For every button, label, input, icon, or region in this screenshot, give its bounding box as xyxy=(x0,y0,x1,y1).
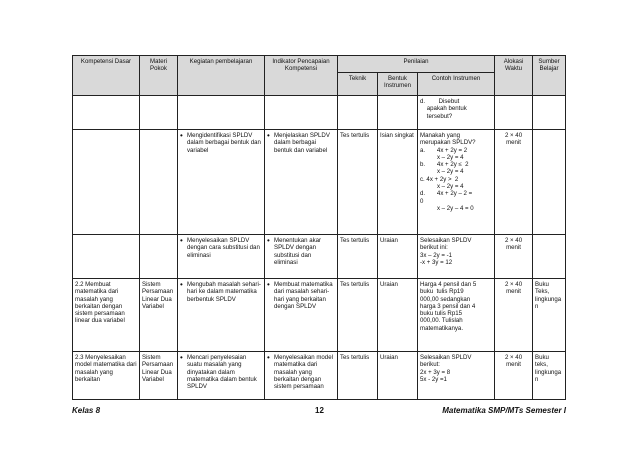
table-row xyxy=(73,96,566,130)
header-teknik: Teknik xyxy=(338,73,378,96)
cell-materi xyxy=(140,96,178,130)
cell-alokasi xyxy=(495,96,533,130)
cell-kd xyxy=(73,235,140,279)
cell-contoh: Selesaikan SPLDV berikut ini: 3x – 2y = -1 -x + 3y = 12 xyxy=(418,235,495,279)
cell-sumber: Buku teks, lingkungan xyxy=(533,352,566,400)
header-kegiatan: Kegiatan pembelajaran xyxy=(178,56,265,96)
cell-teknik: Tes tertulis xyxy=(338,235,378,279)
header-alokasi: Alokasi Waktu xyxy=(495,56,533,96)
header-materi-pokok: Materi Pokok xyxy=(140,56,178,96)
cell-alokasi: 2 × 40 menit xyxy=(495,279,533,352)
header-penilaian: Penilaian xyxy=(338,56,495,73)
cell-kegiatan: • Mencari penyelesaian suatu masalah yang dinyatakan dalam matematika dalam bentuk SPLDV xyxy=(178,352,265,400)
cell-contoh: d. Disebut apakah bentuk tersebut? xyxy=(418,96,495,130)
cell-kegiatan: • Mengubah masalah sehari-hari ke dalam matematika berbentuk SPLDV xyxy=(178,279,265,352)
page-number: 12 xyxy=(315,406,324,415)
syllabus-table xyxy=(72,55,566,400)
cell-sumber xyxy=(533,130,566,235)
cell-sumber xyxy=(533,235,566,279)
cell-kd: 2.3 Menyelesaikan model matematika dari masalah yang berkaitan xyxy=(73,352,140,400)
cell-materi: Sistem Persamaan Linear Dua Variabel xyxy=(140,352,178,400)
table-row xyxy=(73,352,566,400)
cell-sumber: Buku Teks, lingkungan xyxy=(533,279,566,352)
cell-indikator: • Menentukan akar SPLDV dengan substitusi dan eliminasi xyxy=(265,235,338,279)
cell-kd xyxy=(73,96,140,130)
cell-bentuk: Uraian xyxy=(378,279,418,352)
cell-bentuk: Uraian xyxy=(378,352,418,400)
cell-contoh: Manakah yang merupakan SPLDV? a. 4x + 2y = 2 x – 2y = 4 b. 4x + 2y ≤ 2 x – 2y = 4 c. 4x + 2y > 2 x – 2y = 4 d. 4x + 2y – 2 = 0 x – 2y – 4 = 0 xyxy=(418,130,495,235)
cell-kegiatan: • Mengidentifikasi SPLDV dalam berbagai bentuk dan variabel xyxy=(178,130,265,235)
cell-indikator: • Menjelaskan SPLDV dalam berbagai bentuk dan variabel xyxy=(265,130,338,235)
header-kompetensi-dasar: Kompetensi Dasar xyxy=(73,56,140,96)
table-row xyxy=(73,130,566,235)
cell-materi: Sistem Persamaan Linear Dua Variabel xyxy=(140,279,178,352)
cell-teknik: Tes tertulis xyxy=(338,352,378,400)
cell-materi xyxy=(140,130,178,235)
cell-alokasi: 2 × 40 menit xyxy=(495,130,533,235)
table-row xyxy=(73,279,566,352)
cell-kd xyxy=(73,130,140,235)
cell-indikator: • Membuat matematika dari masalah sehari-hari yang berkaitan dengan SPLDV xyxy=(265,279,338,352)
cell-kegiatan xyxy=(178,96,265,130)
header-contoh: Contoh Instrumen xyxy=(418,73,495,96)
table-row xyxy=(73,235,566,279)
cell-bentuk xyxy=(378,96,418,130)
cell-indikator xyxy=(265,96,338,130)
cell-contoh: Harga 4 pensil dan 5 buku tulis Rp19 000,00 sedangkan harga 3 pensil dan 4 buku tulis Rp15 000,00. Tulislah matematikanya. xyxy=(418,279,495,352)
header-indikator: Indikator Pencapaian Kompetensi xyxy=(265,56,338,96)
header-bentuk: Bentuk Instrumen xyxy=(378,73,418,96)
cell-materi xyxy=(140,235,178,279)
cell-kegiatan: • Menyelesaikan SPLDV dengan cara substitusi dan eliminasi xyxy=(178,235,265,279)
cell-alokasi: 2 × 40 menit xyxy=(495,235,533,279)
cell-contoh: Selesaikan SPLDV berikut: 2x + 3y = 8 5x - 2y =1 xyxy=(418,352,495,400)
footer-class-label: Kelas 8 xyxy=(72,406,101,415)
cell-sumber xyxy=(533,96,566,130)
cell-alokasi: 2 × 40 menit xyxy=(495,352,533,400)
footer-subject-label: Matematika SMP/MTs Semester I xyxy=(442,406,566,415)
cell-teknik: Tes tertulis xyxy=(338,130,378,235)
cell-teknik: Tes tertulis xyxy=(338,279,378,352)
cell-bentuk: Isian singkat xyxy=(378,130,418,235)
cell-teknik xyxy=(338,96,378,130)
header-sumber: Sumber Belajar xyxy=(533,56,566,96)
cell-bentuk: Uraian xyxy=(378,235,418,279)
cell-kd: 2.2 Membuat matematika dari masalah yang berkaitan dengan sistem persamaan linear dua variabel xyxy=(73,279,140,352)
cell-indikator: • Menyelesaikan model matematika dari masalah yang berkaitan dengan sistem persamaan xyxy=(265,352,338,400)
